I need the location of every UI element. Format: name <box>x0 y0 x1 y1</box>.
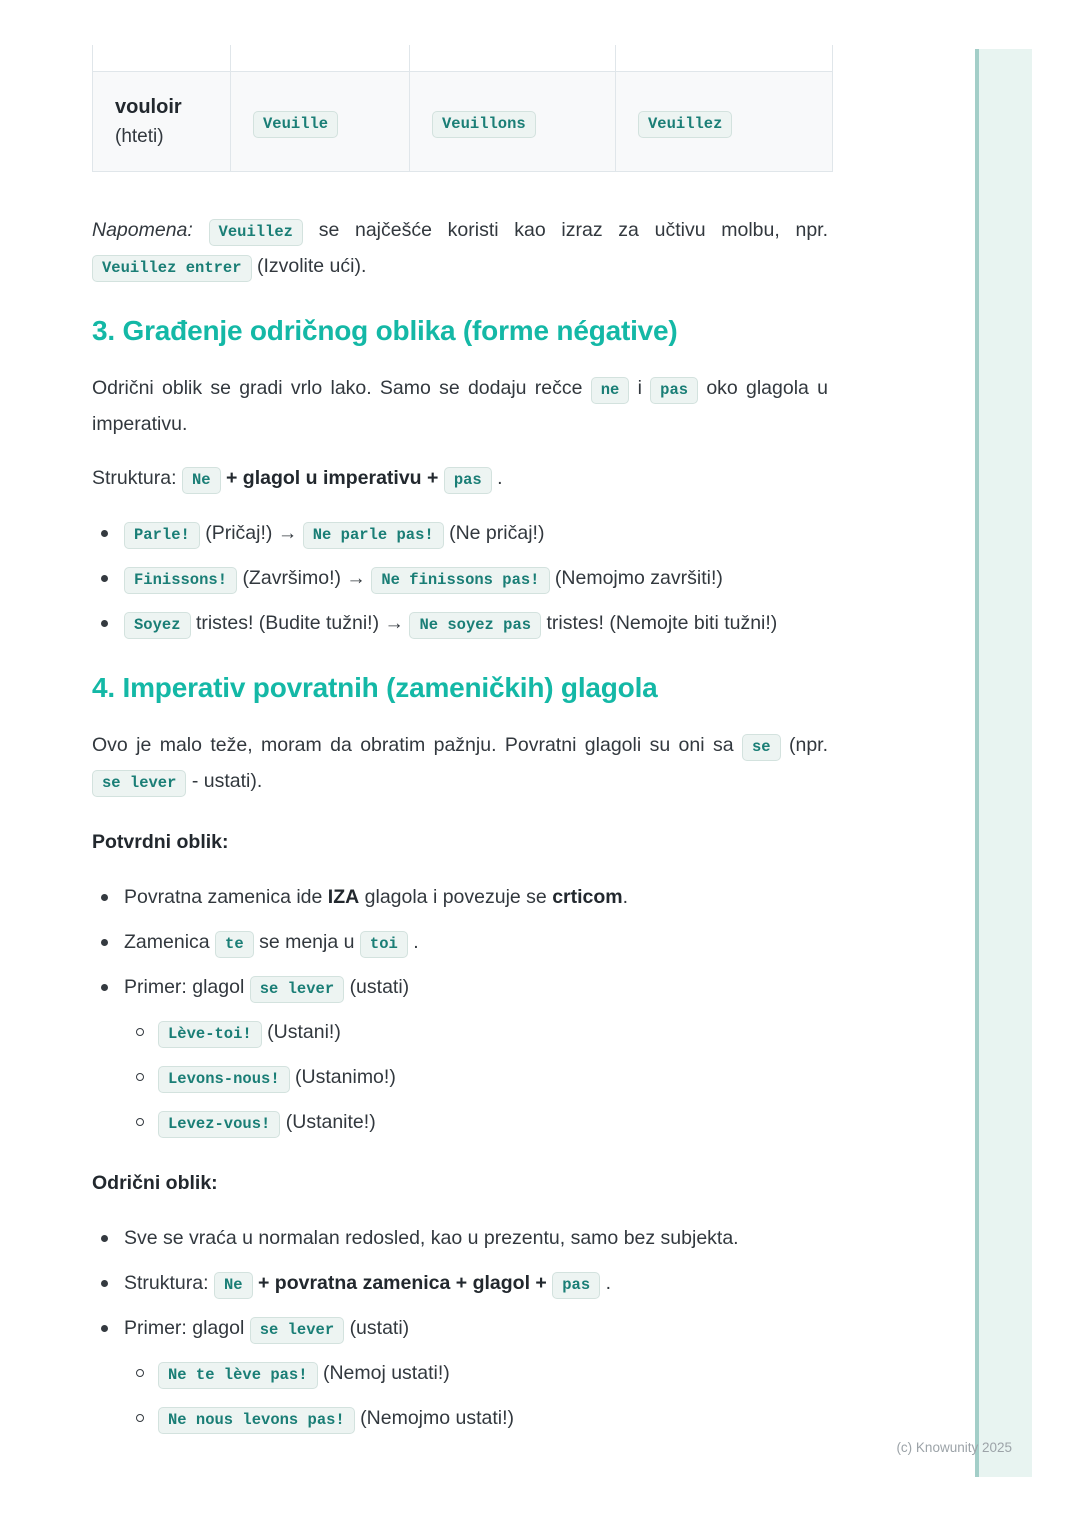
affirmative-sub-list <box>124 1014 828 1140</box>
table-cell-vous-form <box>616 72 833 172</box>
conjugation-table <box>92 45 833 172</box>
sub-list-item: Levons-nous! (Ustanimo!) <box>124 1059 828 1095</box>
code-chip: Levez-vous! <box>158 1111 280 1138</box>
sub-list-item: Ne nous levons pas! (Nemojmo ustati!) <box>124 1400 828 1436</box>
table-cell <box>231 45 410 72</box>
right-accent-bar <box>975 49 1032 1477</box>
code-chip: se <box>742 734 781 761</box>
table-cell-tu-form <box>231 72 410 172</box>
sub-list-item: Lève-toi! (Ustani!) <box>124 1014 828 1050</box>
document-content <box>92 0 828 1445</box>
code-chip: Ne parle pas! <box>303 522 444 549</box>
section-heading-4: 4. Imperativ povratnih (zameničkih) glagola <box>92 672 658 703</box>
verb-translation: (hteti) <box>115 125 164 147</box>
code-chip: Finissons! <box>124 567 237 594</box>
section4-intro-paragraph: Ovo je malo teže, moram da obratim pažnju. Povratni glagoli su oni sa se (npr. se lever - ustati). <box>92 727 828 799</box>
table-cell <box>410 45 616 72</box>
code-chip: se lever <box>92 770 186 797</box>
code-chip: pas <box>650 377 698 404</box>
code-chip: Veuillons <box>432 111 536 138</box>
list-item: Sve se vraća u normalan redosled, kao u prezentu, samo bez subjekta. <box>92 1220 828 1256</box>
table-cell <box>616 45 833 72</box>
section-heading-3: 3. Građenje odričnog oblika (forme négative) <box>92 315 678 346</box>
table-cell-nous-form <box>410 72 616 172</box>
code-chip: Veuillez entrer <box>92 255 252 282</box>
table-row-vouloir <box>93 72 833 172</box>
list-item <box>92 969 828 1140</box>
list-item: Zamenica te se menja u toi . <box>92 924 828 960</box>
code-chip: Ne soyez pas <box>409 612 541 639</box>
section3-intro-paragraph: Odrični oblik se gradi vrlo lako. Samo se dodaju rečce ne i pas oko glagola u imperativu. <box>92 377 828 435</box>
sub-list-item: Ne te lève pas! (Nemoj ustati!) <box>124 1355 828 1391</box>
note-paragraph: Napomena: Veuillez se najčešće koristi kao izraz za učtivu molbu, npr. Veuillez entrer (Izvolite ući). <box>92 212 828 284</box>
list-item-text: Primer: glagol se lever (ustati) <box>124 976 409 998</box>
affirmative-list <box>92 879 828 1140</box>
code-chip: Ne <box>214 1272 253 1299</box>
code-chip: Ne nous levons pas! <box>158 1407 355 1434</box>
list-item: Finissons! (Završimo!) → Ne finissons pas! (Nemojmo završiti!) <box>92 560 828 596</box>
code-chip: Veuille <box>253 111 338 138</box>
section3-structure-line: Struktura: Ne + glagol u imperativu + pas . <box>92 460 828 496</box>
negative-sub-list <box>124 1355 828 1436</box>
code-chip: Levons-nous! <box>158 1066 290 1093</box>
list-item: Povratna zamenica ide IZA glagola i povezuje se crticom. <box>92 879 828 915</box>
code-chip: se lever <box>250 1317 344 1344</box>
affirmative-subheading: Potvrdni oblik: <box>92 831 229 853</box>
code-chip: Ne finissons pas! <box>371 567 549 594</box>
code-chip: Ne <box>182 467 221 494</box>
negative-subheading: Odrični oblik: <box>92 1172 218 1194</box>
code-chip: Soyez <box>124 612 191 639</box>
code-chip: Veuillez <box>638 111 732 138</box>
list-item: Parle! (Pričaj!) → Ne parle pas! (Ne pričaj!) <box>92 515 828 551</box>
verb-cell <box>93 72 231 172</box>
code-chip: pas <box>444 467 492 494</box>
code-chip: ne <box>591 377 630 404</box>
list-item: Struktura: Ne + povratna zamenica + glagol + pas . <box>92 1265 828 1301</box>
code-chip: se lever <box>250 976 344 1003</box>
code-chip: te <box>215 931 254 958</box>
code-chip: Veuillez <box>209 219 303 246</box>
list-item <box>92 1310 828 1436</box>
code-chip: pas <box>552 1272 600 1299</box>
negative-list <box>92 1220 828 1436</box>
code-chip: Parle! <box>124 522 200 549</box>
sub-list-item: Levez-vous! (Ustanite!) <box>124 1104 828 1140</box>
code-chip: toi <box>360 931 408 958</box>
code-chip: Ne te lève pas! <box>158 1362 318 1389</box>
table-cell <box>93 45 231 72</box>
code-chip: Lève-toi! <box>158 1021 262 1048</box>
list-item-text: Primer: glagol se lever (ustati) <box>124 1317 409 1339</box>
verb-name: vouloir <box>115 95 182 118</box>
list-item: Soyez tristes! (Budite tužni!) → Ne soyez pas tristes! (Nemojte biti tužni!) <box>92 605 828 641</box>
table-row-cutoff <box>93 45 833 72</box>
copyright-watermark: (c) Knowunity 2025 <box>896 1440 1012 1455</box>
section3-example-list <box>92 515 828 641</box>
